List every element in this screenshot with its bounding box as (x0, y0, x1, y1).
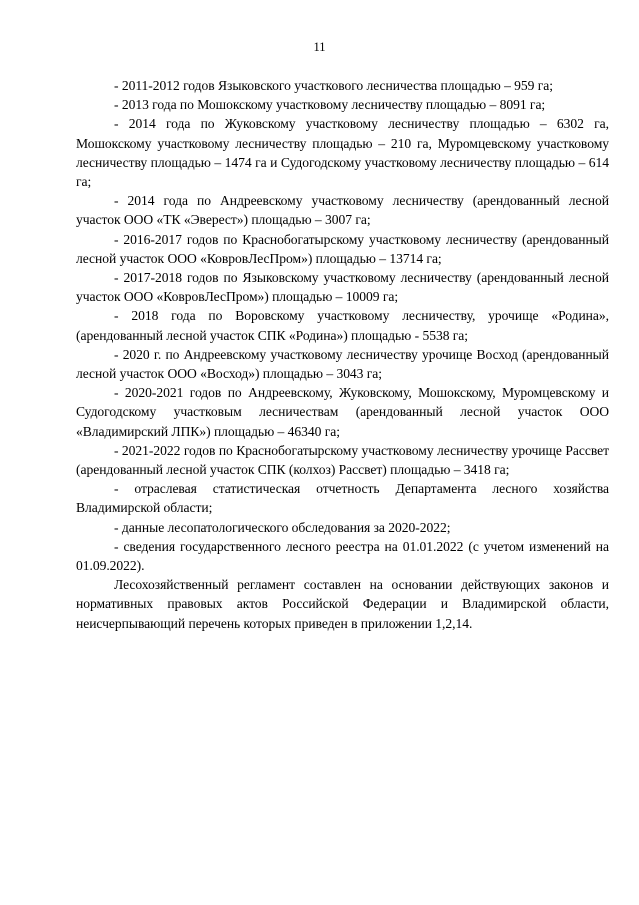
list-item: - 2014 года по Андреевскому участковому лесничеству (арендованный лесной участок ООО «ТК «Эверест») площадью – 3007 га; (76, 193, 609, 228)
list-item: - 2018 года по Воровскому участковому лесничеству, урочище «Родина», (арендованный лесной участок СПК «Родина») площадью - 5538 га; (76, 308, 609, 343)
list-item: - сведения государственного лесного реестра на 01.01.2022 (с учетом изменений на 01.09.2022). (76, 538, 609, 574)
list-item: - 2021-2022 годов по Краснобогатырскому участковому лесничеству урочище Рассвет (арендованный лесной участок СПК (колхоз) Рассвет) площадью – 3418 га; (76, 442, 609, 478)
list-item: - 2020 г. по Андреевскому участковому лесничеству урочище Восход (арендованный лесной участок ООО «Восход») площадью – 3043 га; (76, 346, 609, 382)
list-item: - 2014 года по Жуковскому участковому лесничеству площадью – 6302 га, Мошокскому участковому лесничеству площадью – 210 га, Муромцевскому участковому лесничеству площадью – 1474 га и Судогодскому участковому лесничеству площадью – 614 га; (76, 116, 609, 190)
list-item: - 2013 года по Мошокскому участковому лесничеству площадью – 8091 га; (114, 97, 546, 113)
list-item: - 2017-2018 годов по Языковскому участковому лесничеству (арендованный лесной участок ООО «КовровЛесПром») площадью – 10009 га; (76, 270, 609, 305)
list-item: - 2016-2017 годов по Краснобогатырскому участковому лесничеству (арендованный лесной участок ООО «КовровЛесПром») площадью – 13714 га; (76, 231, 609, 266)
list-item: - 2020-2021 годов по Андреевскому, Жуковскому, Мошокскому, Муромцевскому и Судогодскому участковым лесничествам (арендованный лесной участок ООО «Владимирский ЛПК») площадью – 46340 га; (76, 385, 609, 439)
list-item: - данные лесопатологического обследования за 2020-2022; (114, 519, 451, 535)
closing-paragraph: Лесохозяйственный регламент составлен на основании действующих законов и нормативных правовых актов Российской Федерации и Владимирской области, неисчерпывающий перечень которых приведен в приложении 1,2,14. (76, 577, 609, 631)
list-item: - отраслевая статистическая отчетность Департамента лесного хозяйства Владимирской области; (76, 481, 609, 516)
page-number: 11 (313, 40, 326, 54)
body-text (76, 76, 609, 633)
list-item: - 2011-2012 годов Языковского участкового лесничества площадью – 959 га; (114, 78, 553, 93)
